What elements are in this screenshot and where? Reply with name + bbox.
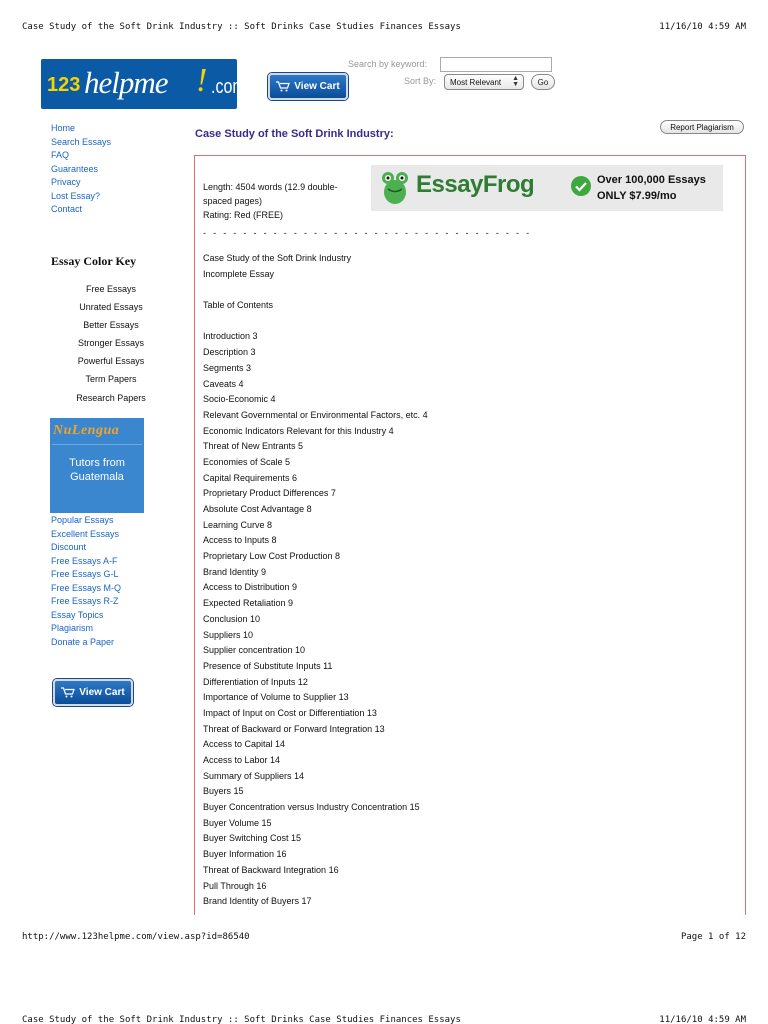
search-label: Search by keyword: <box>348 59 428 69</box>
essay-line: Introduction 3 <box>203 331 258 342</box>
sidebar-link-essay-topics[interactable]: Essay Topics <box>51 609 104 620</box>
sort-label: Sort By: <box>404 76 437 86</box>
essay-line: Buyer Information 16 <box>203 849 287 860</box>
site-logo[interactable] <box>41 59 246 109</box>
color-key-item: Free Essays <box>85 284 136 294</box>
sidebar-link-popular-essays[interactable]: Popular Essays <box>51 515 114 525</box>
essay-line: Threat of Backward or Forward Integration 13 <box>203 723 385 734</box>
essay-line: Threat of New Entrants 5 <box>203 441 304 452</box>
essay-line: Proprietary Product Differences 7 <box>203 488 336 499</box>
essay-line: Suppliers 10 <box>203 629 254 640</box>
essay-line: Access to Distribution 9 <box>203 582 298 593</box>
sidebar-link-lost-essay[interactable]: Lost Essay? <box>51 190 101 201</box>
color-key-item: Term Papers <box>85 374 137 385</box>
essay-line: Importance of Volume to Supplier 13 <box>203 692 349 703</box>
essay-line: Access to Capital 14 <box>203 739 286 750</box>
sidebar-link-excellent-essays[interactable]: Excellent Essays <box>51 528 120 539</box>
sort-select[interactable] <box>444 74 524 90</box>
logo-bang: ! <box>196 62 208 99</box>
sidebar-link-search-essays[interactable]: Search Essays <box>51 136 112 147</box>
color-key-title: Essay Color Key <box>51 254 137 268</box>
essay-line: Case Study of the Soft Drink Industry <box>203 253 352 263</box>
essay-line: Impact of Input on Cost or Differentiation 13 <box>203 707 377 718</box>
sidebar-link-faq[interactable]: FAQ <box>51 150 70 160</box>
essay-line: Table of Contents <box>203 300 274 311</box>
essay-line: Segments 3 <box>203 362 252 373</box>
view-cart-button-top[interactable] <box>268 73 348 100</box>
check-icon <box>571 176 591 196</box>
sidebar-link-free-essays-g-l[interactable]: Free Essays G-L <box>51 569 119 579</box>
separator: - - - - - - - - - - - - - - - - - - - - - - - - - - - - - - - - - <box>203 228 532 238</box>
essay-line: Absolute Cost Advantage 8 <box>203 504 312 514</box>
essay-line: Capital Requirements 6 <box>203 472 298 483</box>
sidebar-link-free-essays-r-z[interactable]: Free Essays R-Z <box>51 596 119 606</box>
essay-line: Socio-Economic 4 <box>203 394 276 405</box>
essay-line: Description 3 <box>203 347 256 358</box>
print-header-page2 <box>22 1015 746 1024</box>
essay-line <box>203 282 428 298</box>
sidebar-link-guarantees[interactable]: Guarantees <box>51 163 99 174</box>
color-key-item: Better Essays <box>83 320 139 331</box>
essay-line: Presence of Substitute Inputs 11 <box>203 660 333 671</box>
essay-line: Learning Curve 8 <box>203 519 273 530</box>
sidebar-link-free-essays-a-f[interactable]: Free Essays A-F <box>51 555 118 566</box>
report-plagiarism-button[interactable]: Report Plagiarism <box>660 120 744 134</box>
essay-line: Buyer Switching Cost 15 <box>203 833 302 844</box>
sort-select-value: Most Relevant <box>450 77 502 87</box>
essay-rating: Rating: Red (FREE) <box>203 210 284 220</box>
sidebar-nav <box>51 122 111 217</box>
print-page-number: Page 1 of 12 <box>680 932 746 942</box>
essay-line: Economies of Scale 5 <box>203 456 291 467</box>
essay-line: Brand Identity 9 <box>203 566 267 577</box>
essay-line: Caveats 4 <box>203 378 244 389</box>
ad-brand: NuLengua <box>53 423 120 438</box>
sidebar-link-home[interactable]: Home <box>51 123 76 133</box>
sidebar-link-contact[interactable]: Contact <box>51 204 83 214</box>
essay-line: Differentiation of Inputs 12 <box>203 676 308 687</box>
color-key-list <box>51 280 171 407</box>
print-footer <box>22 932 746 942</box>
color-key-item: Unrated Essays <box>79 302 143 313</box>
sidebar-link-donate[interactable]: Donate a Paper <box>51 636 115 647</box>
essayfrog-brand: EssayFrog <box>416 171 535 198</box>
print-datetime: 11/16/10 4:59 AM <box>659 22 746 32</box>
view-cart-label: View Cart <box>79 687 125 698</box>
ad-line: Guatemala <box>70 471 124 483</box>
essay-line: Proprietary Low Cost Production 8 <box>203 551 341 562</box>
print-title: Case Study of the Soft Drink Industry :: Soft Drinks Case Studies Finances Essays <box>22 22 461 32</box>
logo-domain: .com <box>211 76 246 98</box>
color-key-item: Research Papers <box>76 392 146 403</box>
essay-line: Expected Retaliation 9 <box>203 598 294 609</box>
print-datetime: 11/16/10 4:59 AM <box>659 1015 746 1024</box>
page-title: Case Study of the Soft Drink Industry: <box>195 128 394 140</box>
search-input[interactable] <box>440 57 552 72</box>
ad-text <box>50 456 144 484</box>
essay-line: Buyers 15 <box>203 786 244 797</box>
color-key-item: Stronger Essays <box>77 338 145 349</box>
essay-line: Pull Through 16 <box>203 880 267 891</box>
ad-line: Tutors from <box>69 457 125 469</box>
essay-text <box>203 251 428 910</box>
essay-line: Access to Inputs 8 <box>203 535 277 546</box>
essay-line: Summary of Suppliers 14 <box>203 770 305 781</box>
cart-icon <box>61 687 75 698</box>
essay-line: Access to Labor 14 <box>203 755 281 765</box>
essay-line: Relevant Governmental or Environmental Factors, etc. 4 <box>203 409 428 420</box>
essayfrog-ad[interactable] <box>371 165 723 211</box>
essay-line <box>203 314 428 330</box>
frog-icon <box>379 170 411 211</box>
color-key-item: Powerful Essays <box>77 356 145 367</box>
print-url: http://www.123helpme.com/view.asp?id=86540 <box>22 932 250 942</box>
ad-divider <box>52 444 142 445</box>
essay-line: Incomplete Essay <box>203 268 275 279</box>
essay-line: Supplier concentration 10 <box>203 645 306 656</box>
select-arrows-icon: ▲ ▼ <box>512 75 519 88</box>
essayfrog-offer <box>597 172 706 204</box>
nulengua-ad[interactable] <box>50 418 144 513</box>
view-cart-label: View Cart <box>294 81 340 92</box>
offer-line: ONLY $7.99/mo <box>597 190 677 202</box>
essay-length: Length: 4504 words (12.9 double-spaced pages) <box>203 182 338 206</box>
print-title: Case Study of the Soft Drink Industry :: Soft Drinks Case Studies Finances Essays <box>22 1015 461 1024</box>
sidebar-link-discount[interactable]: Discount <box>51 542 87 552</box>
sidebar-link-plagiarism[interactable]: Plagiarism <box>51 623 94 633</box>
print-header <box>22 22 746 32</box>
essay-meta <box>203 180 363 222</box>
logo-number: 123 <box>47 74 81 96</box>
sidebar-nav-secondary <box>51 514 121 649</box>
essay-line: Threat of Backward Integration 16 <box>203 864 339 875</box>
essay-line: Brand Identity of Buyers 17 <box>203 896 312 907</box>
essay-line: Conclusion 10 <box>203 613 261 624</box>
logo-word: helpme <box>84 65 168 100</box>
sidebar-link-privacy[interactable]: Privacy <box>51 177 81 187</box>
offer-line: Over 100,000 Essays <box>597 174 706 186</box>
view-cart-button-sidebar[interactable] <box>53 679 133 706</box>
sidebar-link-free-essays-m-q[interactable]: Free Essays M-Q <box>51 582 122 593</box>
go-button[interactable]: Go <box>531 74 555 90</box>
essay-line: Buyer Concentration versus Industry Concentration 15 <box>203 802 420 813</box>
essay-line: Economic Indicators Relevant for this Industry 4 <box>203 425 394 436</box>
cart-icon <box>276 81 290 92</box>
essay-line: Buyer Volume 15 <box>203 817 272 828</box>
